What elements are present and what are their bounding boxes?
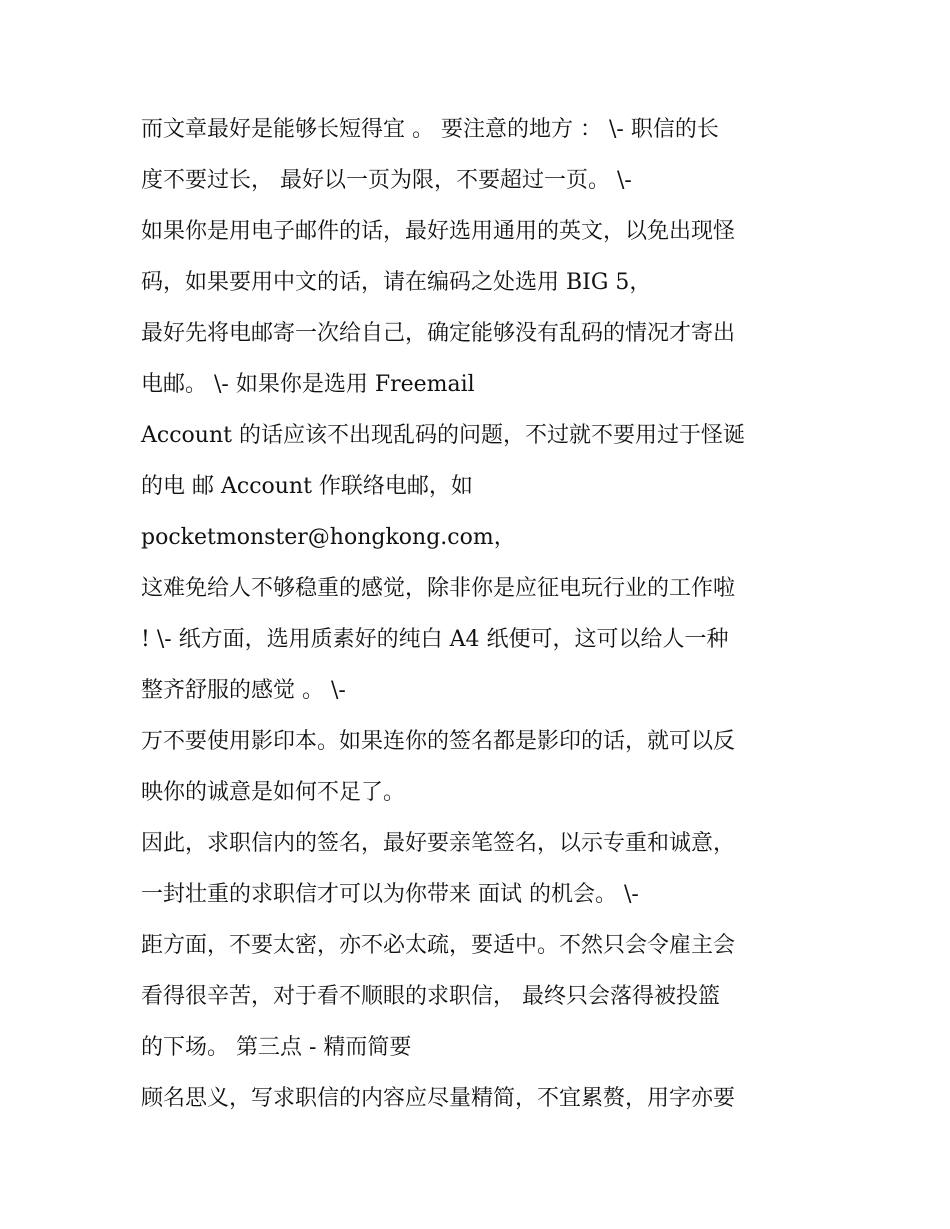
text-line: 最好先将电邮寄一次给自己，确定能够没有乱码的情况才寄出 — [141, 321, 736, 346]
text-line: Account 的话应该不出现乱码的问题，不过就不要用过于怪诞 — [141, 423, 745, 448]
text-line: 看得很辛苦，对于看不顺眼的求职信， 最终只会落得被投篮 — [141, 984, 720, 1009]
text-line: 的电 邮 Account 作联络电邮，如 — [141, 474, 473, 499]
document-body — [141, 104, 831, 1124]
text-line: pocketmonster@hongkong.com， — [141, 525, 516, 550]
text-line: 一封壮重的求职信才可以为你带来 面试 的机会。 \- — [141, 882, 639, 907]
text-line: 的下场。 第三点 - 精而简要 — [141, 1035, 412, 1060]
text-line: 顾名思义，写求职信的内容应尽量精简，不宜累赘，用字亦要 — [141, 1086, 736, 1111]
text-line: ! \- 纸方面，选用质素好的纯白 A4 纸便可，这可以给人一种 — [141, 627, 729, 652]
text-line: 码，如果要用中文的话，请在编码之处选用 BIG 5， — [141, 270, 652, 295]
text-line: 映你的诚意是如何不足了。 — [141, 780, 406, 805]
text-line: 距方面，不要太密，亦不必太疏，要适中。不然只会令雇主会 — [141, 933, 736, 958]
text-line: 万不要使用影印本。如果连你的签名都是影印的话，就可以反 — [141, 729, 736, 754]
text-line: 而文章最好是能够长短得宜 。 要注意的地方 ： \- 职信的长 — [141, 117, 719, 142]
text-line: 度不要过长， 最好以一页为限，不要超过一页。 \- — [141, 168, 632, 193]
text-line: 整齐舒服的感觉 。 \- — [141, 678, 346, 703]
text-line: 如果你是用电子邮件的话，最好选用通用的英文，以免出现怪 — [141, 219, 736, 244]
text-line: 电邮。 \- 如果你是选用 Freemail — [141, 372, 475, 397]
text-line: 因此，求职信内的签名，最好要亲笔签名，以示专重和诚意， — [141, 831, 736, 856]
text-line: 这难免给人不够稳重的感觉，除非你是应征电玩行业的工作啦 — [141, 576, 736, 601]
